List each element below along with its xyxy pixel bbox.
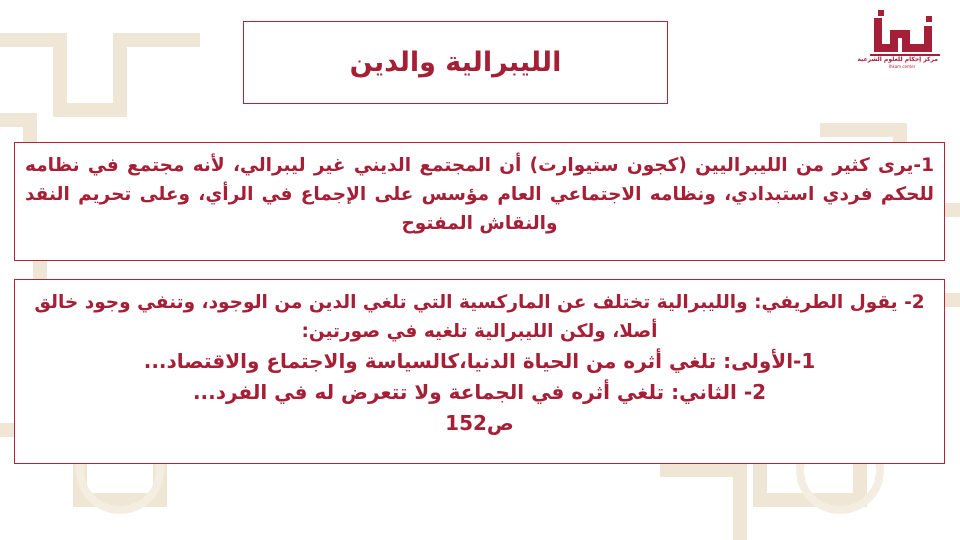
paragraph-2-first-point: 1-الأولى: تلغي أثره من الحياة الدنيا،كالسياسة والاجتماع والاقتصاد...	[143, 349, 816, 373]
page-reference: ص152	[445, 411, 514, 435]
logo-tagline: Ihkam center	[888, 64, 916, 69]
paragraph-2-second-point: 2- الثاني: تلغي أثره في الجماعة ولا تتعرض له في الفرد...	[192, 380, 767, 404]
title-box	[243, 21, 668, 104]
paragraph-2-intro: 2- يقول الطريفي: والليبرالية تختلف عن الماركسية التي تلغي الدين من الوجود، وتنفي وجود خالق أصلا، ولكن الليبرالية تلغيه في صورتين:	[34, 292, 925, 342]
paragraph-box-1	[14, 142, 945, 261]
logo-subtitle: مركز إحكام للعلوم الشرعية	[857, 56, 938, 63]
paragraph-1: 1-يرى كثير من الليبراليين (كجون ستيوارت) أن المجتمع الديني غير ليبرالي، لأنه مجتمع في نظامه للحكم فردي استبدادي، ونظامه الاجتماعي العام مؤسس على الإجماع في الرأي، وعلى تحريم النقد والنقاش المفتوح	[25, 155, 934, 234]
paragraph-box-2	[14, 279, 945, 464]
slide-title: الليبرالية والدين	[349, 47, 562, 78]
